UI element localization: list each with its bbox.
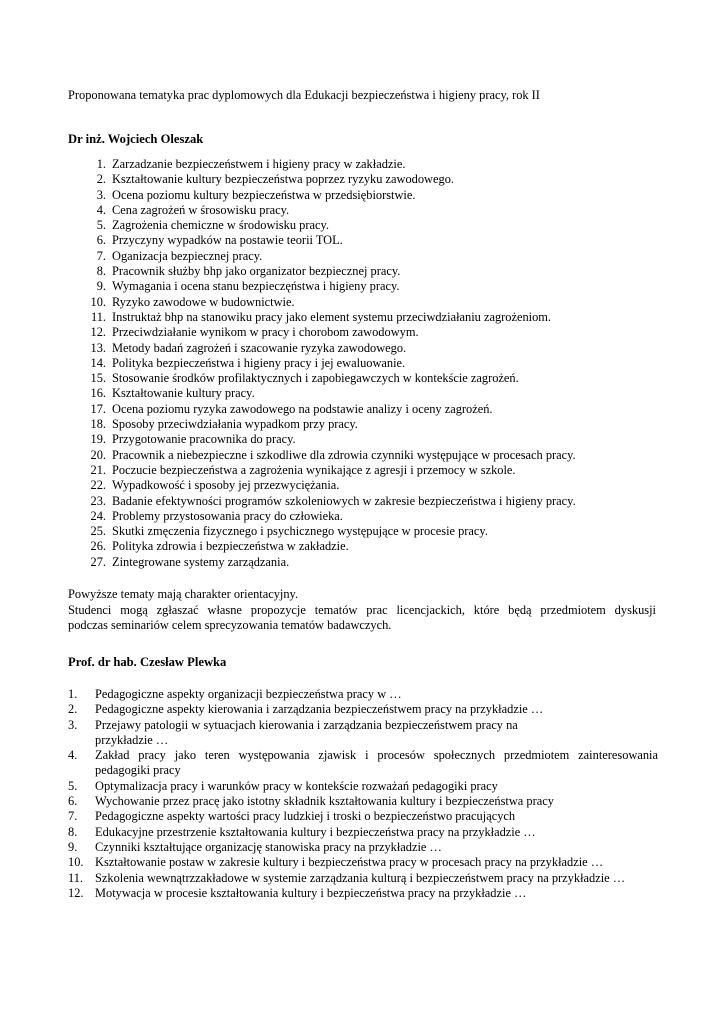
- list-item-number: 2.: [68, 702, 78, 717]
- list-item-number: 2.: [96, 172, 106, 187]
- list-item-text: Zagrożenia chemiczne w środowisku pracy.: [112, 218, 329, 233]
- list-item-number: 24.: [90, 508, 106, 523]
- list-item-text: Zakład pracy jako teren występowania zjawisk i procesów społecznych przedmiotem zainteresowania pedagogiki pracy: [95, 748, 658, 778]
- list-item-number: 18.: [90, 417, 106, 432]
- list-item-text: Pedagogiczne aspekty wartości pracy ludzkiej i troski o bezpieczeństwo pracujących: [95, 809, 516, 824]
- list-item: [68, 310, 668, 325]
- list-item-text: Przeciwdziałanie wynikom w pracy i chorobom zawodowym.: [112, 325, 419, 340]
- list-item: [68, 825, 658, 840]
- list-item-text: Ocena poziomu ryzyka zawodowego na podstawie analizy i oceny zagrożeń.: [112, 401, 493, 416]
- list-item: [68, 779, 658, 794]
- list-item: [68, 840, 658, 855]
- list-item-text: Kształtowanie kultury bezpieczeństwa poprzez ryzyku zawodowego.: [112, 172, 454, 187]
- list-item-number: 12.: [90, 325, 106, 340]
- list-item-text: Ocena poziomu kultury bezpieczeństwa w przedsiębiorstwie.: [112, 187, 416, 202]
- list-item-text: Stosowanie środków profilaktycznych i zapobiegawczych w kontekście zagrożeń.: [112, 371, 519, 386]
- list-item-number: 1.: [96, 157, 106, 171]
- list-item: [68, 249, 668, 264]
- list-item: [68, 386, 668, 401]
- list-item: [68, 494, 668, 509]
- list-item: [68, 855, 658, 870]
- note-paragraph: [68, 587, 656, 634]
- list-item-text: Polityka bezpieczeństwa i higieny pracy i jej ewaluowanie.: [112, 355, 406, 370]
- list-item-text: Motywacja w procesie kształtowania kultury i bezpieczeństwa pracy na przykładzie …: [95, 885, 527, 900]
- list-item-number: 21.: [90, 462, 106, 477]
- list-item-text: Oganizacja bezpiecznej pracy.: [112, 248, 263, 263]
- list-item-text: Pedagogiczne aspekty kierowania i zarządzania bezpieczeństwem pracy na przykładzie …: [95, 702, 544, 717]
- note-line: Powyższe tematy mają charakter orientacyjny.: [68, 587, 299, 601]
- list-item-text: Przejawy patologii w sytuacjach kierowania i zarządzania bezpieczeństwem pracy na przykładzie …: [95, 717, 518, 747]
- list-item: [68, 463, 668, 478]
- list-item-text: Pracownik a niebezpieczne i szkodliwe dla zdrowia czynniki występujące w procesach pracy.: [112, 447, 576, 462]
- list-item: [68, 264, 668, 279]
- list-item-text: Pracownik służby bhp jako organizator bezpiecznej pracy.: [112, 264, 401, 279]
- list-item: [68, 172, 668, 187]
- list-item: [68, 432, 668, 447]
- list-item-number: 17.: [90, 401, 106, 416]
- list-item-number: 11.: [90, 309, 106, 324]
- list-item-text: Przyczyny wypadków na postawie teorii TOL.: [112, 233, 343, 248]
- list-item-text: Skutki zmęczenia fizycznego i psychicznego występujące w procesie pracy.: [112, 524, 488, 539]
- section-heading-plewka: Prof. dr hab. Czesław Plewka: [68, 655, 227, 669]
- list-item: [68, 702, 658, 717]
- list-item-text: Cena zagrożeń w śrosowisku pracy.: [112, 202, 290, 217]
- list-item-number: 7.: [96, 248, 106, 263]
- list-item-text: Instruktaż bhp na stanowiku pracy jako element systemu przeciwdziałaniu zagrożeniom.: [112, 309, 552, 324]
- list-item-number: 4.: [96, 202, 106, 217]
- list-item-number: 26.: [90, 539, 106, 554]
- list-item: [68, 448, 668, 463]
- list-item: [68, 157, 668, 172]
- list-item-number: 6.: [68, 794, 78, 809]
- list-item: [68, 295, 668, 310]
- list-item-number: 1.: [68, 687, 78, 701]
- list-item-text: Wypadkowość i sposoby jej przezwyciężania.: [112, 478, 340, 493]
- list-item: [68, 417, 668, 432]
- list-item: [68, 748, 658, 779]
- list-item-text: Polityka zdrowia i bezpieczeństwa w zakładzie.: [112, 539, 349, 554]
- list-item-number: 4.: [68, 748, 78, 763]
- note-line: podczas seminariów celem sprecyzowania tematów badawczych.: [68, 618, 392, 632]
- list-item-number: 3.: [68, 717, 78, 732]
- list-item: [68, 718, 658, 749]
- note-line: Studenci mogą zgłaszać własne propozycje tematów prac licencjackich, które będą przedmiotem dyskusji: [68, 602, 656, 617]
- list-item-text: Kształtowanie kultury pracy.: [112, 386, 255, 401]
- list-item: [68, 218, 668, 233]
- list-item-number: 27.: [90, 554, 106, 569]
- list-item: [68, 555, 668, 570]
- list-item-text: Wychowanie przez pracę jako istotny składnik kształtowania kultury i bezpieczeństwa pracy: [95, 794, 554, 809]
- list-item-text: Przygotowanie pracownika do pracy.: [112, 432, 296, 447]
- topic-list-plewka: [68, 687, 658, 901]
- document-title: Proponowana tematyka prac dyplomowych dla Edukacji bezpieczeństwa i higieny pracy, rok II: [68, 88, 540, 102]
- list-item-text: Problemy przystosowania pracy do człowieka.: [112, 508, 343, 523]
- list-item-number: 16.: [90, 386, 106, 401]
- list-item-number: 15.: [90, 371, 106, 386]
- list-item-text: Ryzyko zawodowe w budownictwie.: [112, 294, 295, 309]
- list-item-text: Zintegrowane systemy zarządzania.: [112, 554, 290, 569]
- topic-list-oleszak: [68, 157, 668, 570]
- list-item-number: 9.: [96, 279, 106, 294]
- list-item-text: Czynniki kształtujące organizację stanowiska pracy na przykładzie …: [95, 839, 442, 854]
- list-item-number: 14.: [90, 355, 106, 370]
- list-item: [68, 539, 668, 554]
- list-item-text: Edukacyjne przestrzenie kształtowania kultury i bezpieczeństwa pracy na przykładzie …: [95, 824, 536, 839]
- list-item: [68, 871, 658, 886]
- list-item-number: 3.: [96, 187, 106, 202]
- section-heading-oleszak: Dr inż. Wojciech Oleszak: [68, 132, 204, 146]
- list-item-text: Szkolenia wewnątrzzakładowe w systemie zarządzania kulturą i bezpieczeństwem pracy na przykładzie …: [95, 870, 626, 885]
- list-item-text: Zarzadzanie bezpieczeństwem i higieny pracy w zakładzie.: [112, 157, 406, 171]
- list-item-number: 11.: [68, 870, 84, 885]
- list-item: [68, 356, 668, 371]
- list-item-number: 8.: [96, 264, 106, 279]
- list-item-number: 5.: [96, 218, 106, 233]
- list-item-number: 9.: [68, 839, 78, 854]
- list-item: [68, 524, 668, 539]
- list-item: [68, 509, 668, 524]
- list-item: [68, 188, 668, 203]
- list-item-number: 10.: [90, 294, 106, 309]
- list-item: [68, 809, 658, 824]
- list-item-number: 6.: [96, 233, 106, 248]
- list-item: [68, 233, 668, 248]
- list-item: [68, 279, 668, 294]
- list-item-text: Optymalizacja pracy i warunków pracy w kontekście rozważań pedagogiki pracy: [95, 778, 498, 793]
- list-item-text: Poczucie bezpieczeństwa a zagrożenia wynikające z agresji i przemocy w szkole.: [112, 462, 516, 477]
- list-item: [68, 478, 668, 493]
- list-item-text: Pedagogiczne aspekty organizacji bezpieczeństwa pracy w …: [95, 687, 402, 701]
- list-item: [68, 325, 668, 340]
- list-item: [68, 203, 668, 218]
- list-item-number: 7.: [68, 809, 78, 824]
- list-item-text: Metody badań zagrożeń i szacowanie ryzyka zawodowego.: [112, 340, 407, 355]
- list-item-text: Kształtowanie postaw w zakresie kultury i bezpieczeństwa pracy w procesach pracy na przykładzie …: [95, 855, 604, 870]
- list-item-number: 25.: [90, 524, 106, 539]
- list-item-text: Sposoby przeciwdziałania wypadkom przy pracy.: [112, 417, 358, 432]
- list-item-number: 22.: [90, 478, 106, 493]
- list-item: [68, 402, 668, 417]
- list-item-number: 19.: [90, 432, 106, 447]
- list-item-number: 12.: [68, 885, 84, 900]
- list-item: [68, 371, 668, 386]
- list-item: [68, 794, 658, 809]
- list-item-number: 13.: [90, 340, 106, 355]
- list-item-number: 10.: [68, 855, 84, 870]
- list-item: [68, 886, 658, 901]
- list-item-number: 5.: [68, 778, 78, 793]
- list-item: [68, 341, 668, 356]
- list-item-number: 8.: [68, 824, 78, 839]
- list-item-number: 23.: [90, 493, 106, 508]
- list-item: [68, 687, 658, 702]
- list-item-number: 20.: [90, 447, 106, 462]
- list-item-text: Badanie efektywności programów szkoleniowych w zakresie bezpieczeństwa i higieny pracy.: [112, 493, 576, 508]
- list-item-text: Wymagania i ocena stanu bezpieczęństwa i higieny pracy.: [112, 279, 400, 294]
